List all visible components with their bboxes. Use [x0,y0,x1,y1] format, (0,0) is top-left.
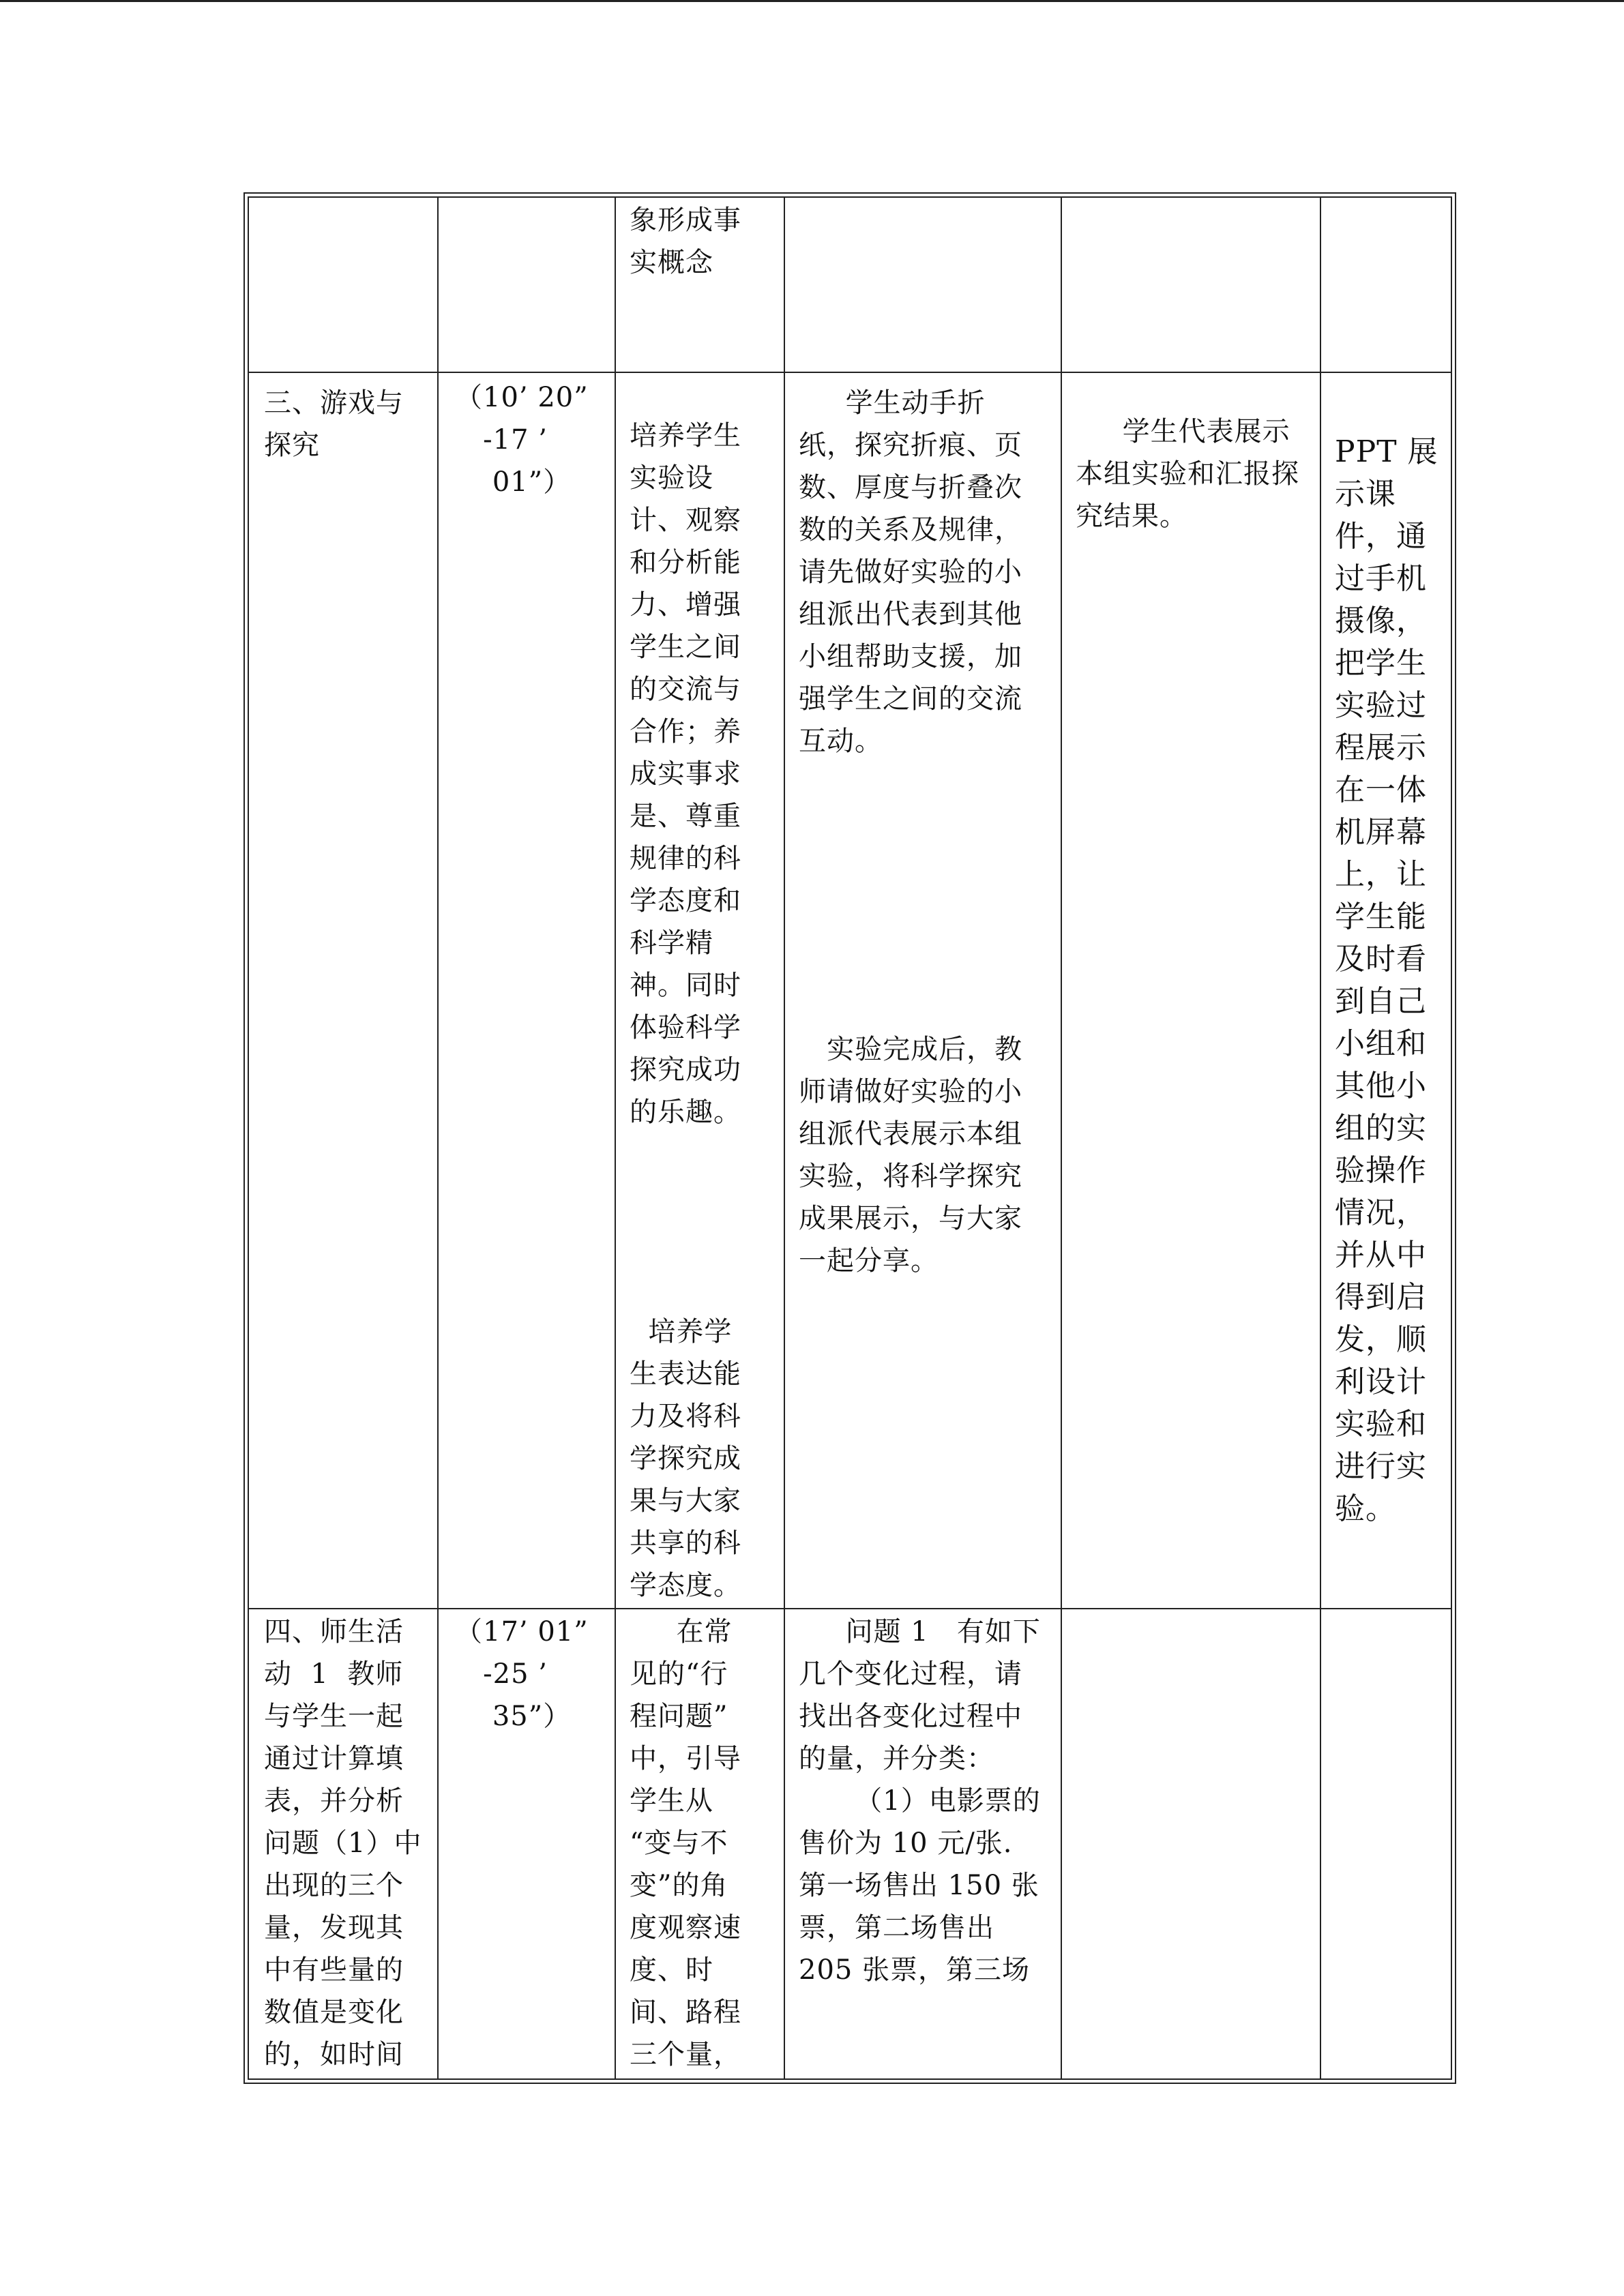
row3-goal-text: 在常 见的“行 程问题” 中，引导 学生从 “变与不 变”的角 度观察速 度、时 间、路程 三个量， [630,1616,741,2070]
column-divider [615,198,616,2078]
row2-goal-text-2: 培养学 生表达能 力及将科 学探究成 果与大家 共享的科 学态度。 [630,1316,741,1601]
row2-goal-text: 培养学生 实验设 计、观察 和分析能 力、增强 学生之间 的交流与 合作；养 成实事求 是、尊重 规律的科 学态度和 科学精 神。同时 体验科学 探究成功 的乐趣。 [630,420,741,1128]
row-divider [249,1608,1451,1609]
row2-teacher-activity-2: 实验完成后，教 师请做好实验的小 组派代表展示本组 实验，将科学探究 成果展示，与大家 一起分享。 [799,1034,1023,1277]
column-divider [437,198,439,2078]
row2-stage-text: 三、游戏与 探究 [264,387,404,461]
page-top-border [0,0,1624,2]
row-divider [249,372,1451,373]
lesson-plan-table [248,196,1452,2080]
column-divider [1320,198,1321,2078]
row1-goal-text: 象形成事 实概念 [630,205,741,278]
row3-time-text: （17’ 01” -25 ’ 35”） [455,1616,589,1732]
column-divider [1061,198,1062,2078]
row2-time-text: （10’ 20” -17 ’ 01”） [455,382,589,498]
column-divider [784,198,785,2078]
row2-teacher-activity: 学生动手折 纸，探究折痕、页 数、厚度与折叠次 数的关系及规律， 请先做好实验的小 组派出代表到其他 小组帮助支援，加 强学生之间的交流 互动。 [799,387,1022,757]
row3-teacher-activity: 问题 1 有如下 几个变化过程，请 找出各变化过程中 的量，并分类： （1）电影票的 售价为 10 元/张. 第一场售出 150 张 票，第二场售出 205 张票，第三场 [799,1616,1041,1986]
row3-stage-text: 四、师生活 动 1 教师 与学生一起 通过计算填 表，并分析 问题（1）中 出现的三个 量，发现其 中有些量的 数值是变化 的，如时间 [264,1616,422,2070]
row2-media-text: PPT 展 示课 件，通 过手机 摄像， 把学生 实验过 程展示 在一体 机屏幕 上，让 学生能 及时看 到自己 小组和 其他小 组的实 验操作 情况， 并从中 得到启 发，顺 利设计 实验和 进行实 验。 [1335,434,1438,1526]
row2-student-activity: 学生代表展示 本组实验和汇报探 究结果。 [1076,416,1299,532]
